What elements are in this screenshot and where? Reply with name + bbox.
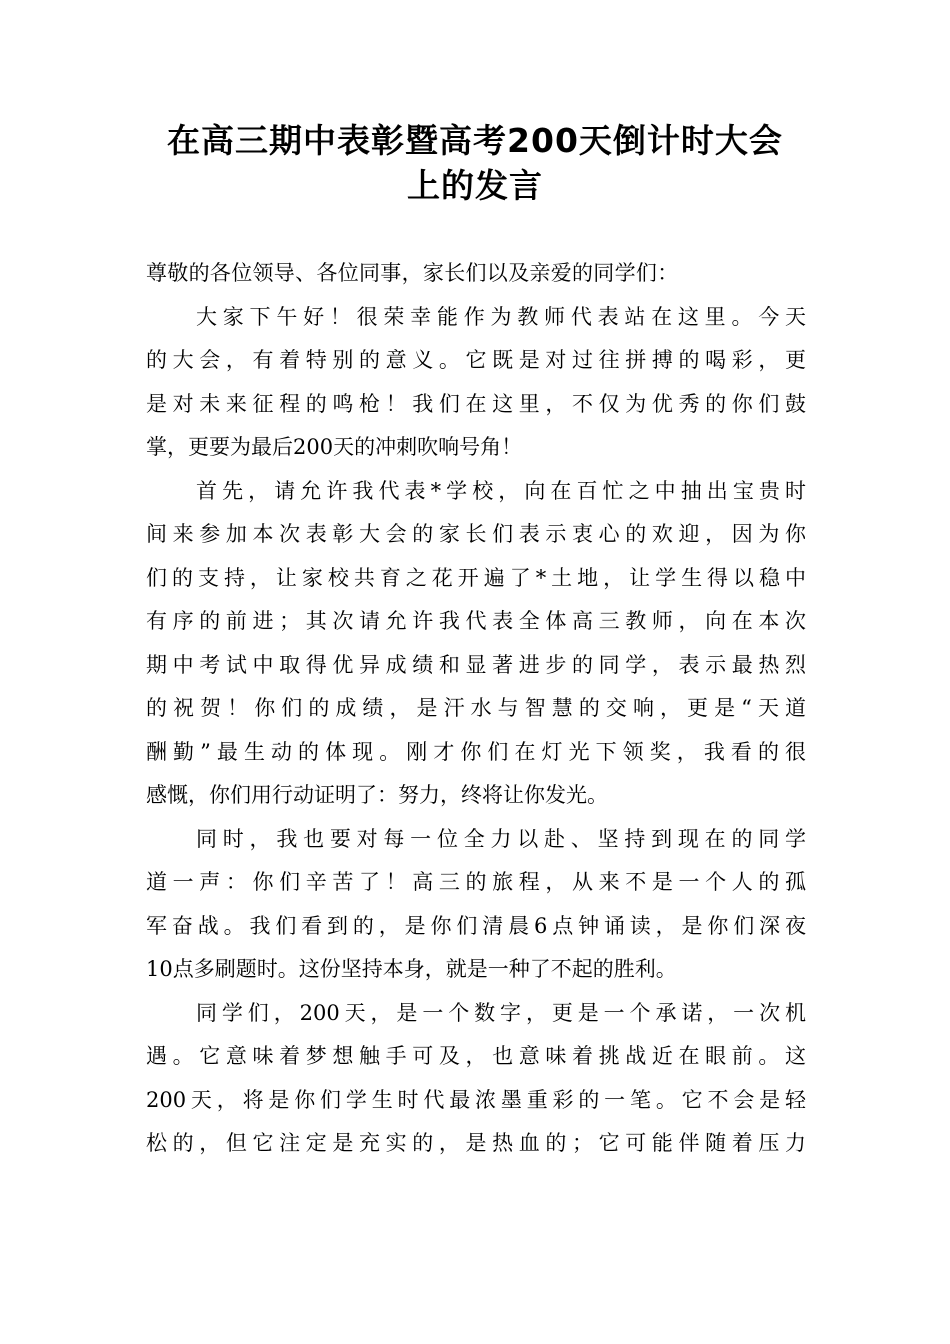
paragraph-line: 酬勤”最生动的体现。刚才你们在灯光下领奖，我看的很 [146,739,806,764]
paragraph-line: 10点多刷题时。这份坚持本身，就是一种了不起的胜利。 [146,957,677,981]
paragraph-perseverance [146,818,806,992]
paragraph-line: 期中考试中取得优异成绩和显著进步的同学，表示最热烈 [146,652,806,677]
paragraph-line: 军奋战。我们看到的，是你们清晨6点钟诵读，是你们深夜 [146,913,806,938]
paragraph-line: 间来参加本次表彰大会的家长们表示衷心的欢迎，因为你 [146,522,806,546]
paragraph-line: 的大会，有着特别的意义。它既是对过往拼搏的喝彩，更 [146,348,806,372]
paragraph-line: 松的，但它注定是充实的，是热血的；它可能伴随着压力 [146,1131,806,1155]
paragraph-line: 同时，我也要对每一位全力以赴、坚持到现在的同学 [196,826,806,851]
paragraph-thanks [146,470,806,818]
paragraph-line: 是对未来征程的鸣枪！我们在这里，不仅为优秀的你们鼓 [146,391,806,416]
paragraph-line: 的祝贺！你们的成绩，是汗水与智慧的交响，更是“天道 [146,696,806,720]
paragraph-200-days [146,992,806,1166]
paragraph-line: 遇。它意味着梦想触手可及，也意味着挑战近在眼前。这 [146,1044,806,1068]
salutation: 尊敬的各位领导、各位同事，家长们以及亲爱的同学们： [146,261,679,285]
document-title [140,118,810,208]
document-body [146,252,806,1166]
paragraph-line: 有序的前进；其次请允许我代表全体高三教师，向在本次 [146,609,806,633]
paragraph-line: 同学们，200天，是一个数字，更是一个承诺，一次机 [196,1000,806,1025]
title-line-1: 在高三期中表彰暨高考200天倒计时大会 [167,121,783,160]
title-line-2: 上的发言 [407,166,543,205]
paragraph-line: 们的支持，让家校共育之花开遍了*土地，让学生得以稳中 [146,565,806,590]
paragraph-line: 道一声：你们辛苦了！高三的旅程，从来不是一个人的孤 [146,870,806,894]
paragraph-line: 大家下午好！很荣幸能作为教师代表站在这里。今天 [196,304,806,329]
paragraph-line: 200天，将是你们学生时代最浓墨重彩的一笔。它不会是轻 [146,1087,806,1112]
paragraph-line: 首先，请允许我代表*学校，向在百忙之中抽出宝贵时 [196,478,806,503]
paragraph-greeting [146,296,806,470]
paragraph-line: 感慨，你们用行动证明了：努力，终将让你发光。 [146,783,608,807]
paragraph-line: 掌，更要为最后200天的冲刺吹响号角！ [146,435,523,459]
